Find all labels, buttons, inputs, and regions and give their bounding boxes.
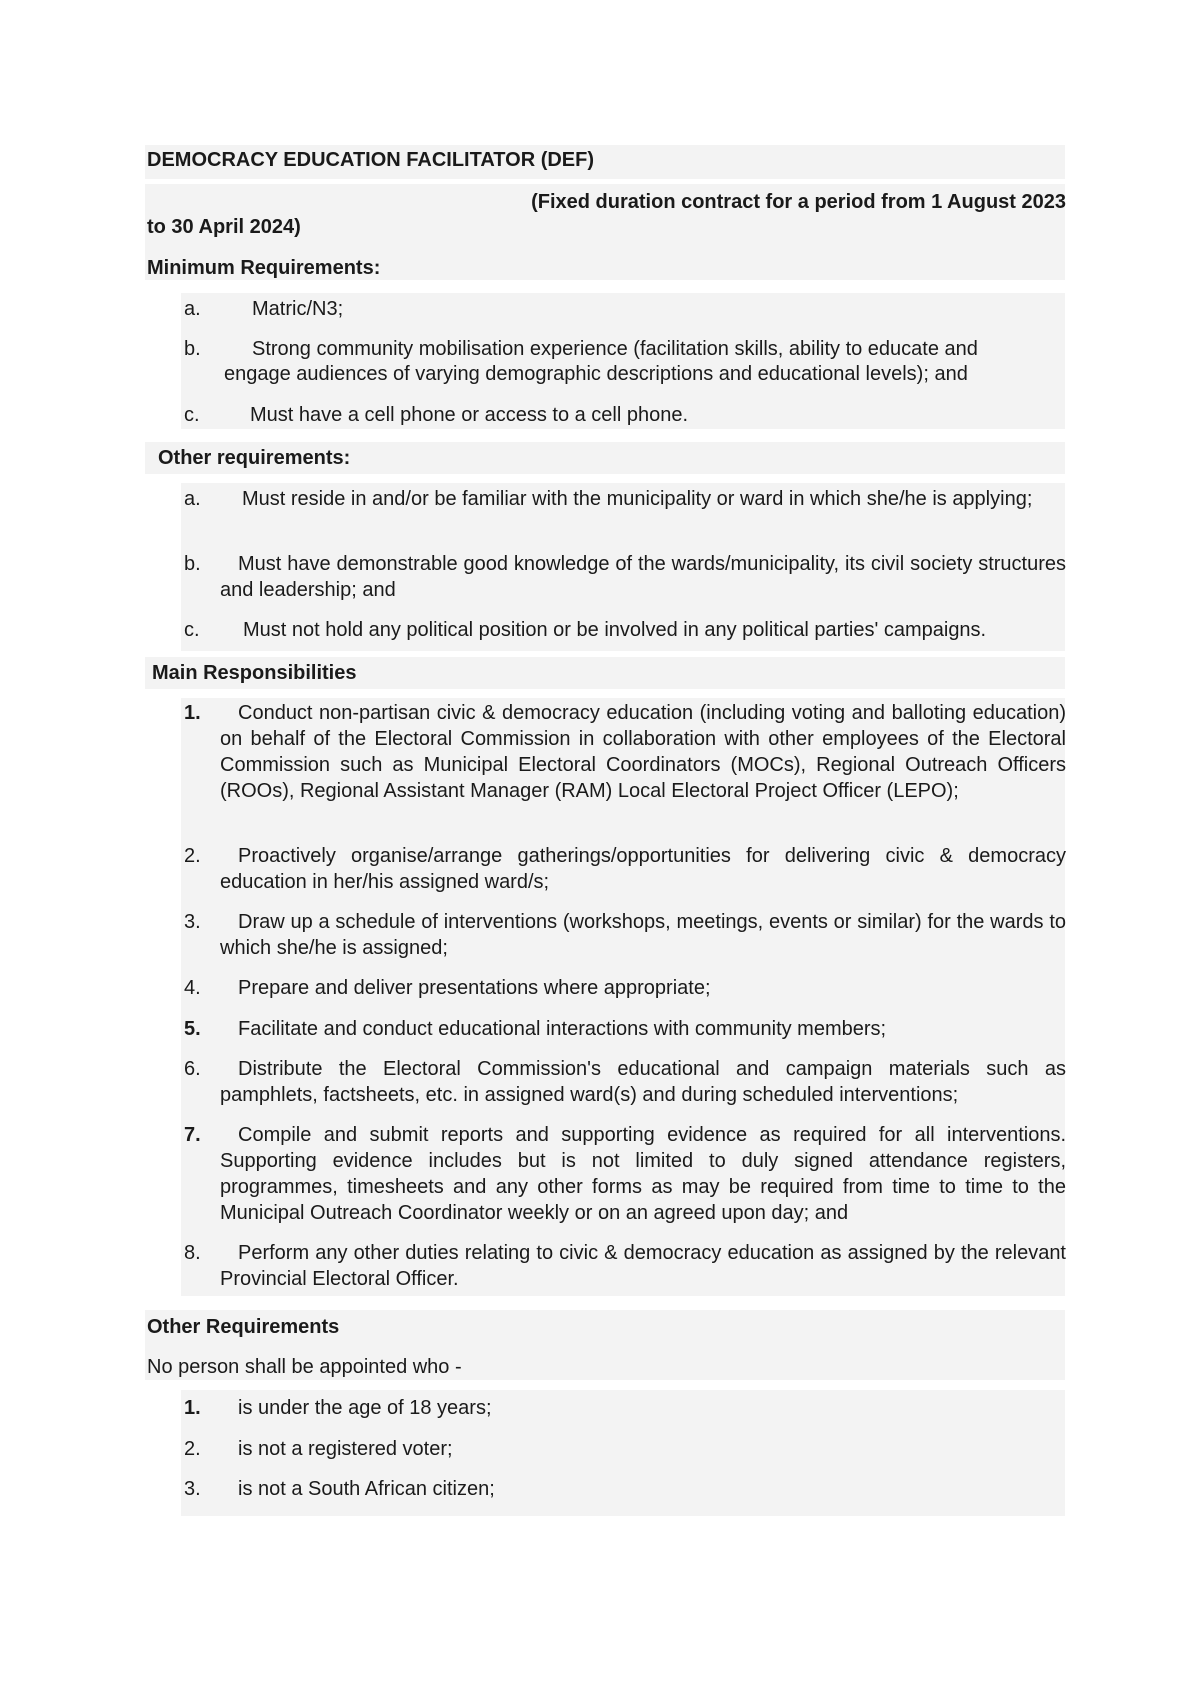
min-req-marker-b: b. [184,338,201,360]
min-req-item-c: Must have a cell phone or access to a cell phone. [250,404,689,426]
other-req2-marker-1: 1. [184,1397,201,1419]
min-req-item-b-line1: Strong community mobilisation experience (facilitation skills, ability to educate and [252,338,978,360]
other-req2-item-1: is under the age of 18 years; [238,1397,492,1419]
main-resp-item-5: Facilitate and conduct educational interactions with community members; [238,1018,887,1040]
other-req-item-b: Must have demonstrable good knowledge of the wards/municipality, its civil society structures and leadership; and [220,553,1066,601]
min-req-item-a: Matric/N3; [252,298,344,320]
main-resp-marker-8: 8. [184,1242,201,1264]
other-req2-intro: No person shall be appointed who - [147,1356,462,1378]
main-resp-marker-1: 1. [184,702,201,724]
min-req-heading: Minimum Requirements: [147,257,381,279]
contract-period-line1: (Fixed duration contract for a period from 1 August 2023 [531,191,1066,213]
document-title: DEMOCRACY EDUCATION FACILITATOR (DEF) [147,149,595,171]
main-resp-marker-6: 6. [184,1058,201,1080]
main-resp-item-7: Compile and submit reports and supporting evidence as required for all interventions. Supporting evidence includes but is not limited to duly signed attendance registers, programmes, timesheets and any other forms as may be required from time to time to the Municipal Outreach Coordinator weekly or on an agreed upon day; and [220,1124,1066,1224]
main-resp-marker-4: 4. [184,977,201,999]
main-resp-marker-3: 3. [184,911,201,933]
min-req-item-b-line2: engage audiences of varying demographic descriptions and educational levels); and [224,363,968,385]
other-req-item-c: Must not hold any political position or be involved in any political parties' campaigns. [243,619,987,641]
other-req2-item-3: is not a South African citizen; [238,1478,495,1500]
other-req-marker-b: b. [184,553,201,575]
main-resp-item-8: Perform any other duties relating to civic & democracy education as assigned by the relevant Provincial Electoral Officer. [220,1242,1066,1290]
contract-period-line2: to 30 April 2024) [147,216,301,238]
other-req-item-a: Must reside in and/or be familiar with the municipality or ward in which she/he is applying; [242,488,1033,510]
main-resp-item-6: Distribute the Electoral Commission's educational and campaign materials such as pamphlets, factsheets, etc. in assigned ward(s) and during scheduled interventions; [220,1058,1066,1106]
main-resp-heading: Main Responsibilities [152,662,357,684]
other-req-marker-c: c. [184,619,200,641]
main-resp-marker-2: 2. [184,845,201,867]
main-resp-marker-7: 7. [184,1124,201,1146]
other-req2-marker-3: 3. [184,1478,201,1500]
other-req2-marker-2: 2. [184,1438,201,1460]
other-req-heading: Other requirements: [158,447,351,469]
other-req-marker-a: a. [184,488,201,510]
main-resp-item-3: Draw up a schedule of interventions (workshops, meetings, events or similar) for the wards to which she/he is assigned; [220,911,1066,959]
main-resp-item-2: Proactively organise/arrange gatherings/opportunities for delivering civic & democracy education in her/his assigned ward/s; [220,845,1066,893]
main-resp-item-4: Prepare and deliver presentations where appropriate; [238,977,711,999]
other-req2-item-2: is not a registered voter; [238,1438,453,1460]
min-req-marker-c: c. [184,404,200,426]
main-resp-marker-5: 5. [184,1018,201,1040]
main-resp-item-1: Conduct non-partisan civic & democracy education (including voting and balloting education) on behalf of the Electoral Commission in collaboration with other employees of the Electoral Commission such as Municipal Electoral Coordinators (MOCs), Regional Outreach Officers (ROOs), Regional Assistant Manager (RAM) Local Electoral Project Officer (LEPO); [220,702,1066,802]
other-req2-heading: Other Requirements [147,1316,340,1338]
min-req-marker-a: a. [184,298,201,320]
